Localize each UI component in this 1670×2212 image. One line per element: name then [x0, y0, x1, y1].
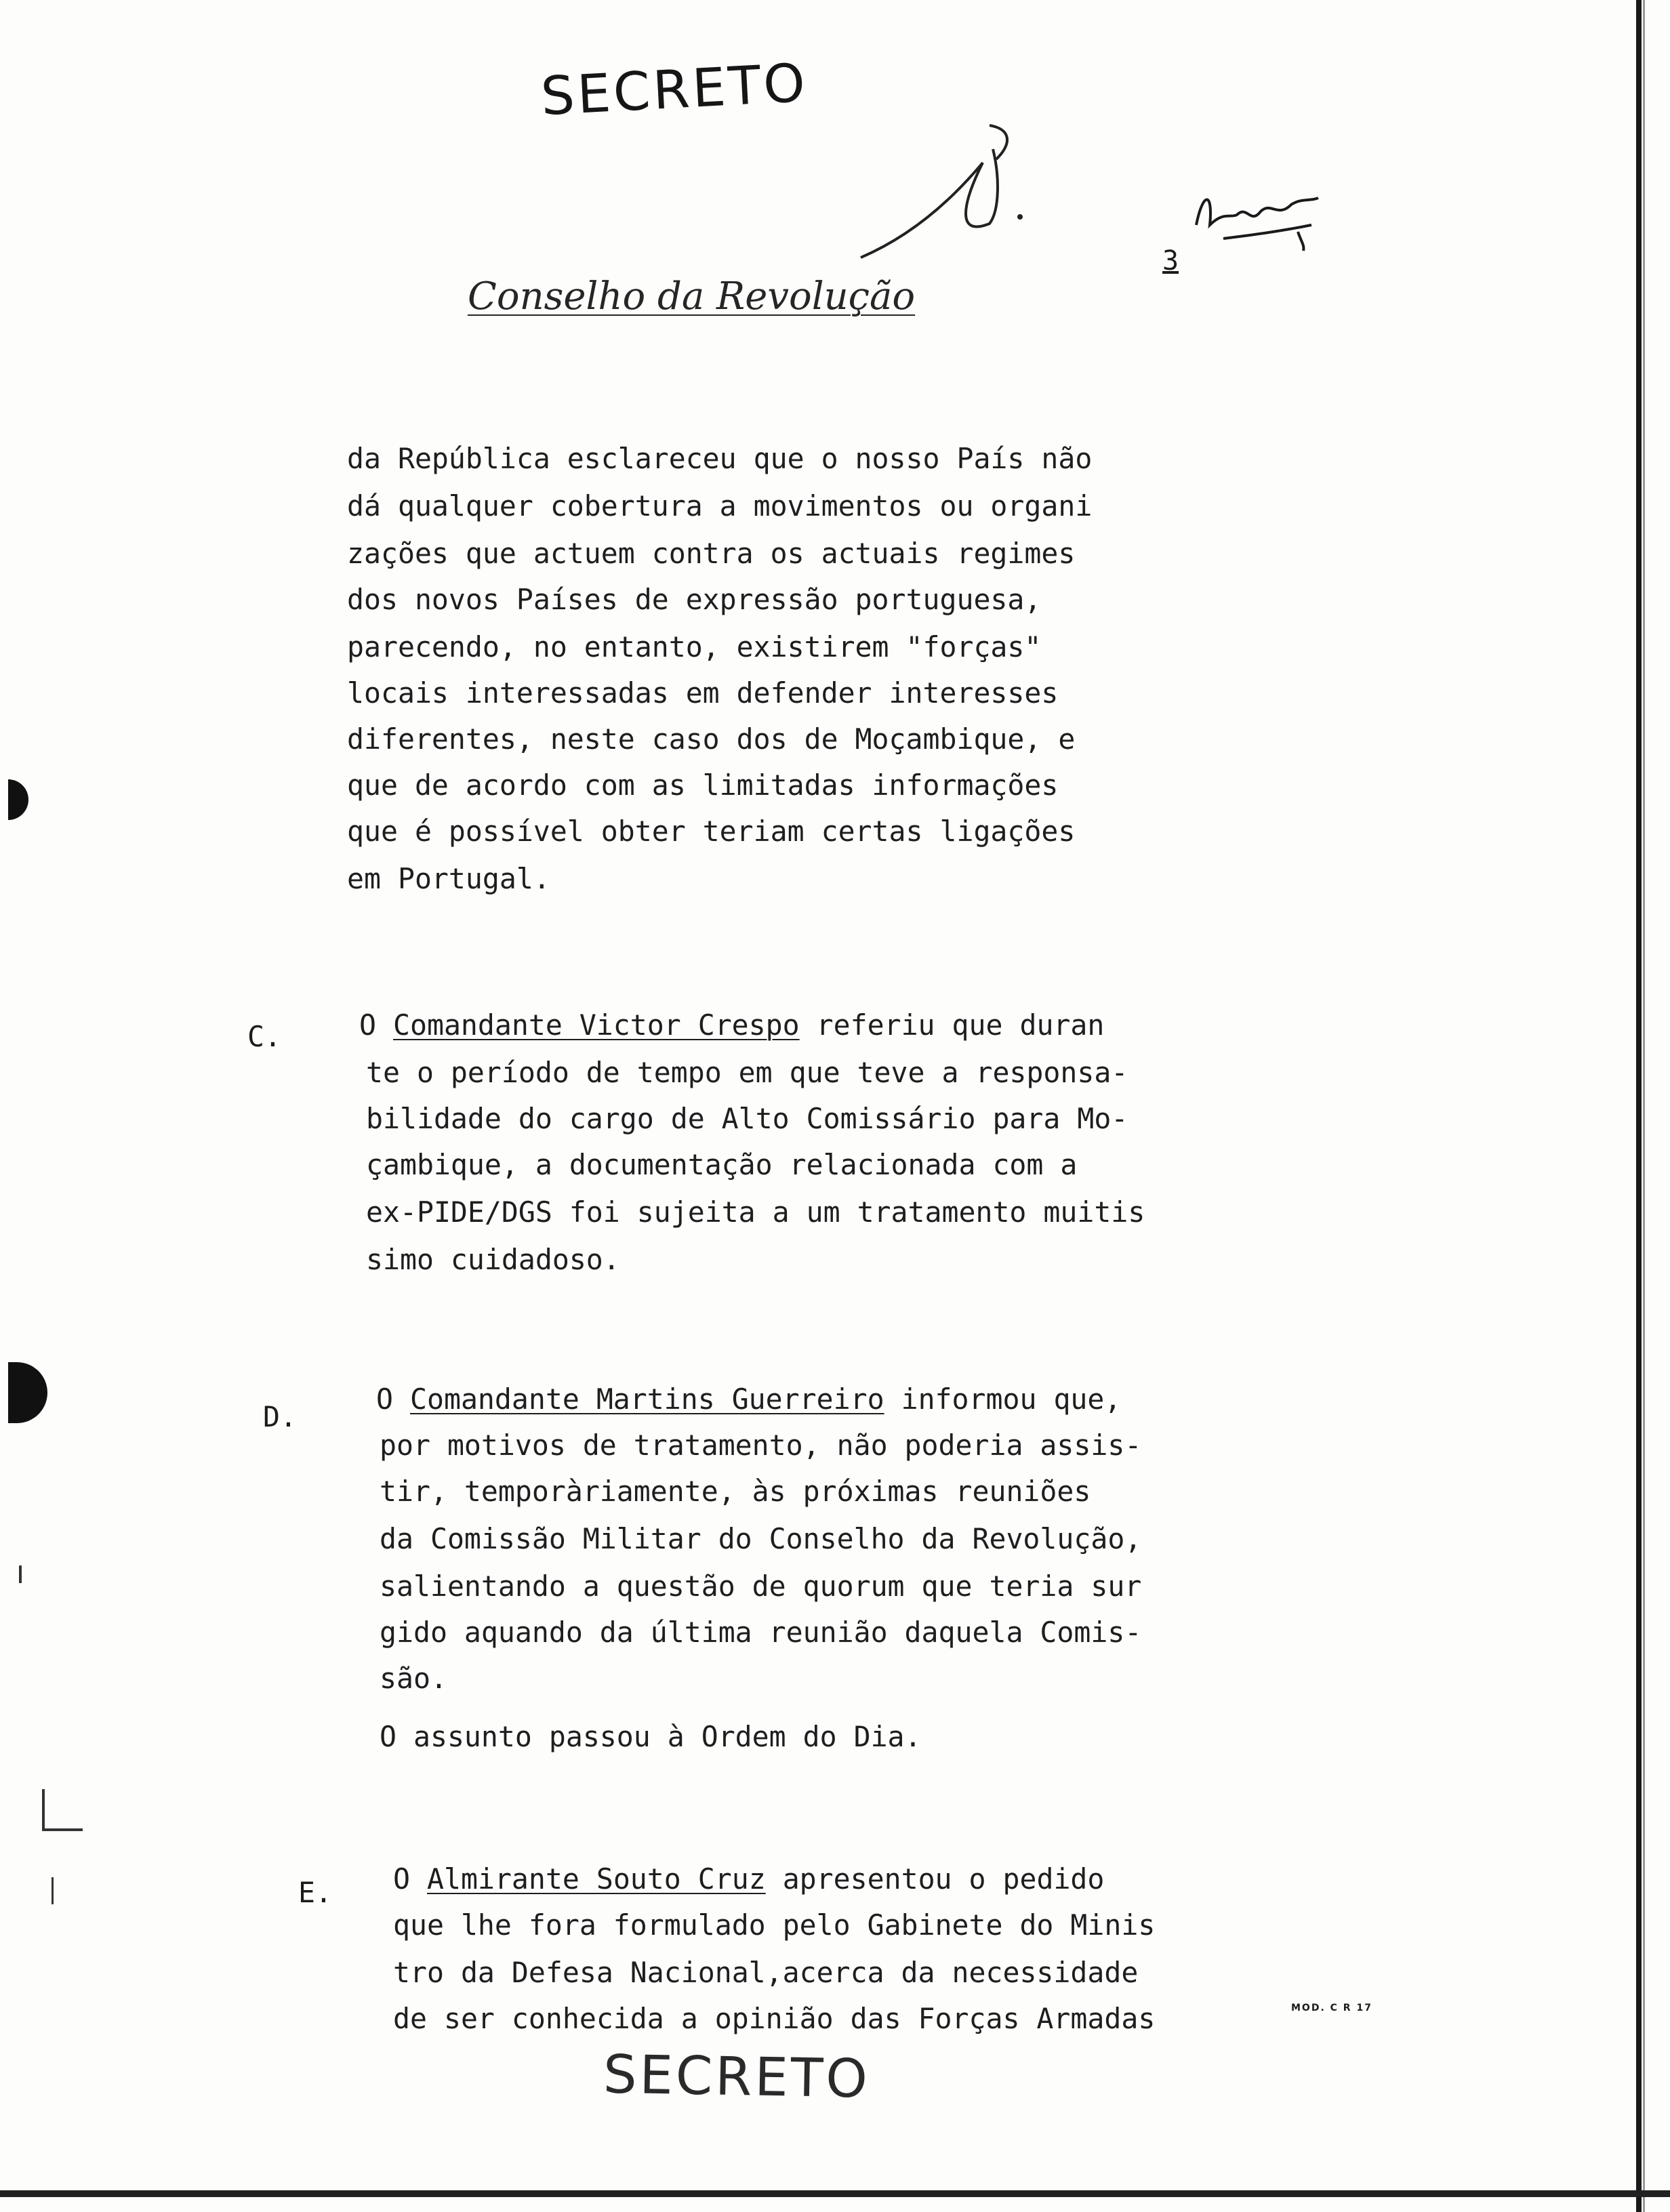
section-line: por motivos de tratamento, não poderia assis-	[380, 1429, 1142, 1462]
edge-mark	[52, 1877, 54, 1904]
section-first-rest: referiu que duran	[816, 1008, 1105, 1042]
section-line: tir, temporàriamente, às próximas reuniões	[380, 1475, 1091, 1508]
speaker-name: Comandante Martins Guerreiro	[409, 1382, 884, 1416]
section-line: da Comissão Militar do Conselho da Revolução,	[380, 1522, 1142, 1555]
handwritten-initial-mark	[854, 122, 1071, 298]
section-line: tro da Defesa Nacional,acerca da necessidade	[393, 1956, 1139, 1989]
section-line: gido aquando da última reunião daquela Comis-	[380, 1616, 1142, 1649]
section-line: çambique, a documentação relacionada com a	[366, 1148, 1078, 1181]
section-line: te o período de tempo em que teve a responsa-	[366, 1056, 1128, 1089]
section-line: simo cuidadoso.	[366, 1243, 620, 1276]
section-line: que lhe fora formulado pelo Gabinete do Minis	[393, 1908, 1156, 1942]
punch-hole-mark	[8, 779, 28, 820]
intro-line: dos novos Países de expressão portuguesa,	[347, 583, 1042, 616]
intro-line: diferentes, neste caso dos de Moçambique, e	[347, 722, 1076, 756]
edge-mark	[19, 1565, 22, 1583]
intro-line: da República esclareceu que o nosso País não	[347, 442, 1093, 475]
section-first-line: O Almirante Souto Cruz apresentou o pedido	[393, 1862, 1105, 1896]
right-border-rule	[1628, 0, 1670, 2212]
intro-line: em Portugal.	[347, 862, 550, 895]
institution-header: Conselho da Revolução	[468, 274, 916, 319]
section-line: são.	[380, 1662, 447, 1695]
intro-line: zações que actuem contra os actuais regimes	[347, 537, 1076, 570]
intro-line: parecendo, no entanto, existirem "forças"	[347, 630, 1042, 663]
form-code: MOD. C R 17	[1291, 2003, 1372, 2013]
intro-line: locais interessadas em defender interesses	[347, 676, 1059, 710]
section-marker: C.	[247, 1020, 281, 1053]
section-line: ex-PIDE/DGS foi sujeita a um tratamento muitis	[366, 1195, 1145, 1229]
edge-mark	[42, 1828, 83, 1831]
section-first-line: O Comandante Martins Guerreiro informou que,	[376, 1382, 1122, 1416]
section-line: salientando a questão de quorum que teria sur	[380, 1570, 1142, 1603]
section-closing-line: O assunto passou à Ordem do Dia.	[380, 1720, 922, 1753]
bottom-border-rule	[0, 2190, 1670, 2197]
intro-line: que de acordo com as limitadas informações	[347, 769, 1059, 802]
section-first-rest: informou que,	[901, 1382, 1122, 1416]
section-marker: D.	[263, 1400, 297, 1433]
handwritten-signature	[1183, 178, 1332, 266]
speaker-name: Almirante Souto Cruz	[426, 1862, 766, 1896]
page-number: 3	[1162, 245, 1179, 276]
punch-hole-mark	[8, 1362, 47, 1423]
section-marker: E.	[298, 1876, 332, 1909]
secreto-stamp-top: SECRETO	[539, 52, 809, 128]
intro-line: dá qualquer cobertura a movimentos ou organi	[347, 489, 1093, 523]
section-first-line: O Comandante Victor Crespo referiu que duran	[359, 1008, 1105, 1042]
section-line: bilidade do cargo de Alto Comissário para Mo-	[366, 1102, 1128, 1135]
section-line: de ser conhecida a opinião das Forças Armadas	[393, 2002, 1156, 2035]
edge-mark	[42, 1789, 45, 1830]
secreto-stamp-bottom: SECRETO	[603, 2044, 871, 2110]
section-first-rest: apresentou o pedido	[782, 1862, 1105, 1896]
intro-line: que é possível obter teriam certas ligações	[347, 815, 1076, 848]
speaker-name: Comandante Victor Crespo	[392, 1008, 800, 1042]
